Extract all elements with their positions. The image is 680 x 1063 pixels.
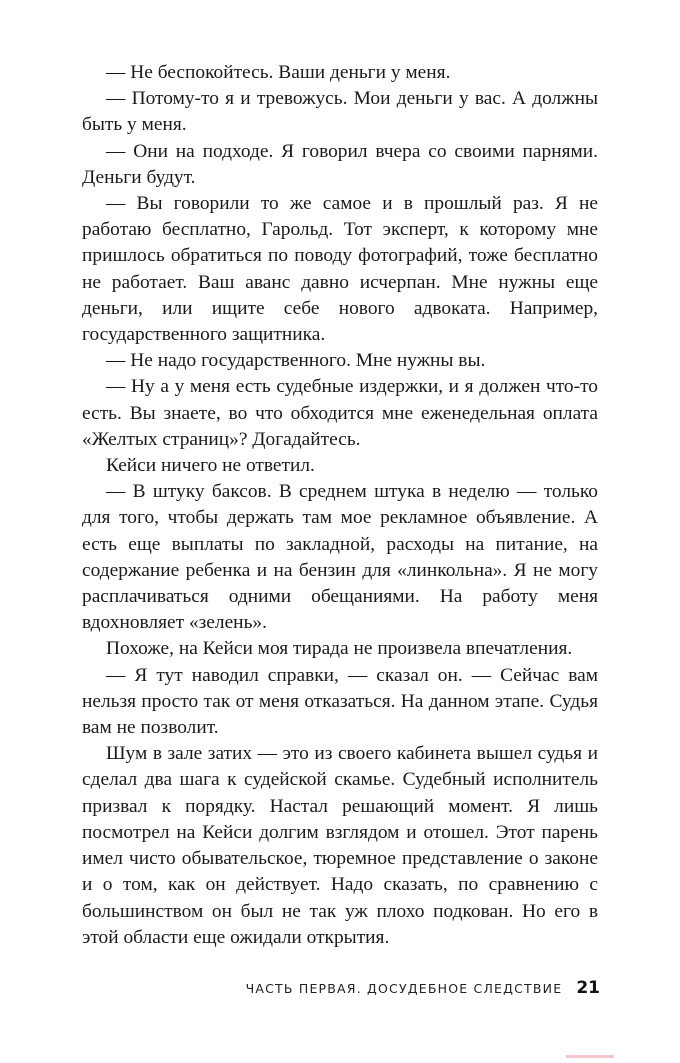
paragraph: — Я тут наводил справки, — сказал он. — Сейчас вам нельзя просто так от меня отказаться. На данном этапе. Судья вам не позволит. xyxy=(82,664,598,739)
paragraph: — Потому-то я и тревожусь. Мои деньги у вас. А должны быть у меня. xyxy=(82,88,598,136)
running-head: ЧАСТЬ ПЕРВАЯ. ДОСУДЕБНОЕ СЛЕДСТВИЕ xyxy=(245,980,563,996)
page-footer xyxy=(180,976,600,1000)
paragraph: — Они на подходе. Я говорил вчера со своими парнями. Деньги будут. xyxy=(82,140,598,188)
paragraph: — Не надо государственного. Мне нужны вы. xyxy=(106,350,486,372)
paragraph: Шум в зале затих — это из своего кабинета вышел судья и сделал два шага к судейской скамье. Судебный исполнитель призвал к порядку. Настал решающий момент. Я лишь посмотрел на Кейси долгим взглядом и отошел. Этот парень имел чисто обывательское, тюремное представление о законе и о том, как он действует. Надо сказать, по сравнению с большинством он был не так уж плохо подкован. Но его в этой области еще ожидали открытия. xyxy=(82,743,598,948)
paragraph: — В штуку баксов. В среднем штука в неделю — только для того, чтобы держать там мое рекламное объявление. А есть еще выплаты по закладной, расходы на питание, на содержание ребенка и на бензин для «линкольна». Я не могу расплачиваться одними обещаниями. На работу меня вдохновляет «зелень». xyxy=(82,481,598,634)
paragraph: — Ну а у меня есть судебные издержки, и я должен что-то есть. Вы знаете, во что обходится мне еженедельная оплата «Желтых страниц»? Догадайтесь. xyxy=(82,376,598,450)
paragraph: Кейси ничего не ответил. xyxy=(106,455,315,477)
page-edge-mark xyxy=(566,1055,614,1058)
page-body xyxy=(82,60,598,951)
paragraph: Похоже, на Кейси моя тирада не произвела впечатления. xyxy=(106,638,573,660)
paragraph: — Вы говорили то же самое и в прошлый раз. Я не работаю бесплатно, Гарольд. Тот эксперт, к которому мне пришлось обратиться по поводу фотографий, тоже бесплатно не работает. Ваш аванс давно исчерпан. Мне нужны еще деньги, или ищите себе нового адвоката. Например, государственного защитника. xyxy=(82,193,598,346)
page-number: 21 xyxy=(576,978,600,998)
paragraph: — Не беспокойтесь. Ваши деньги у меня. xyxy=(106,62,451,83)
